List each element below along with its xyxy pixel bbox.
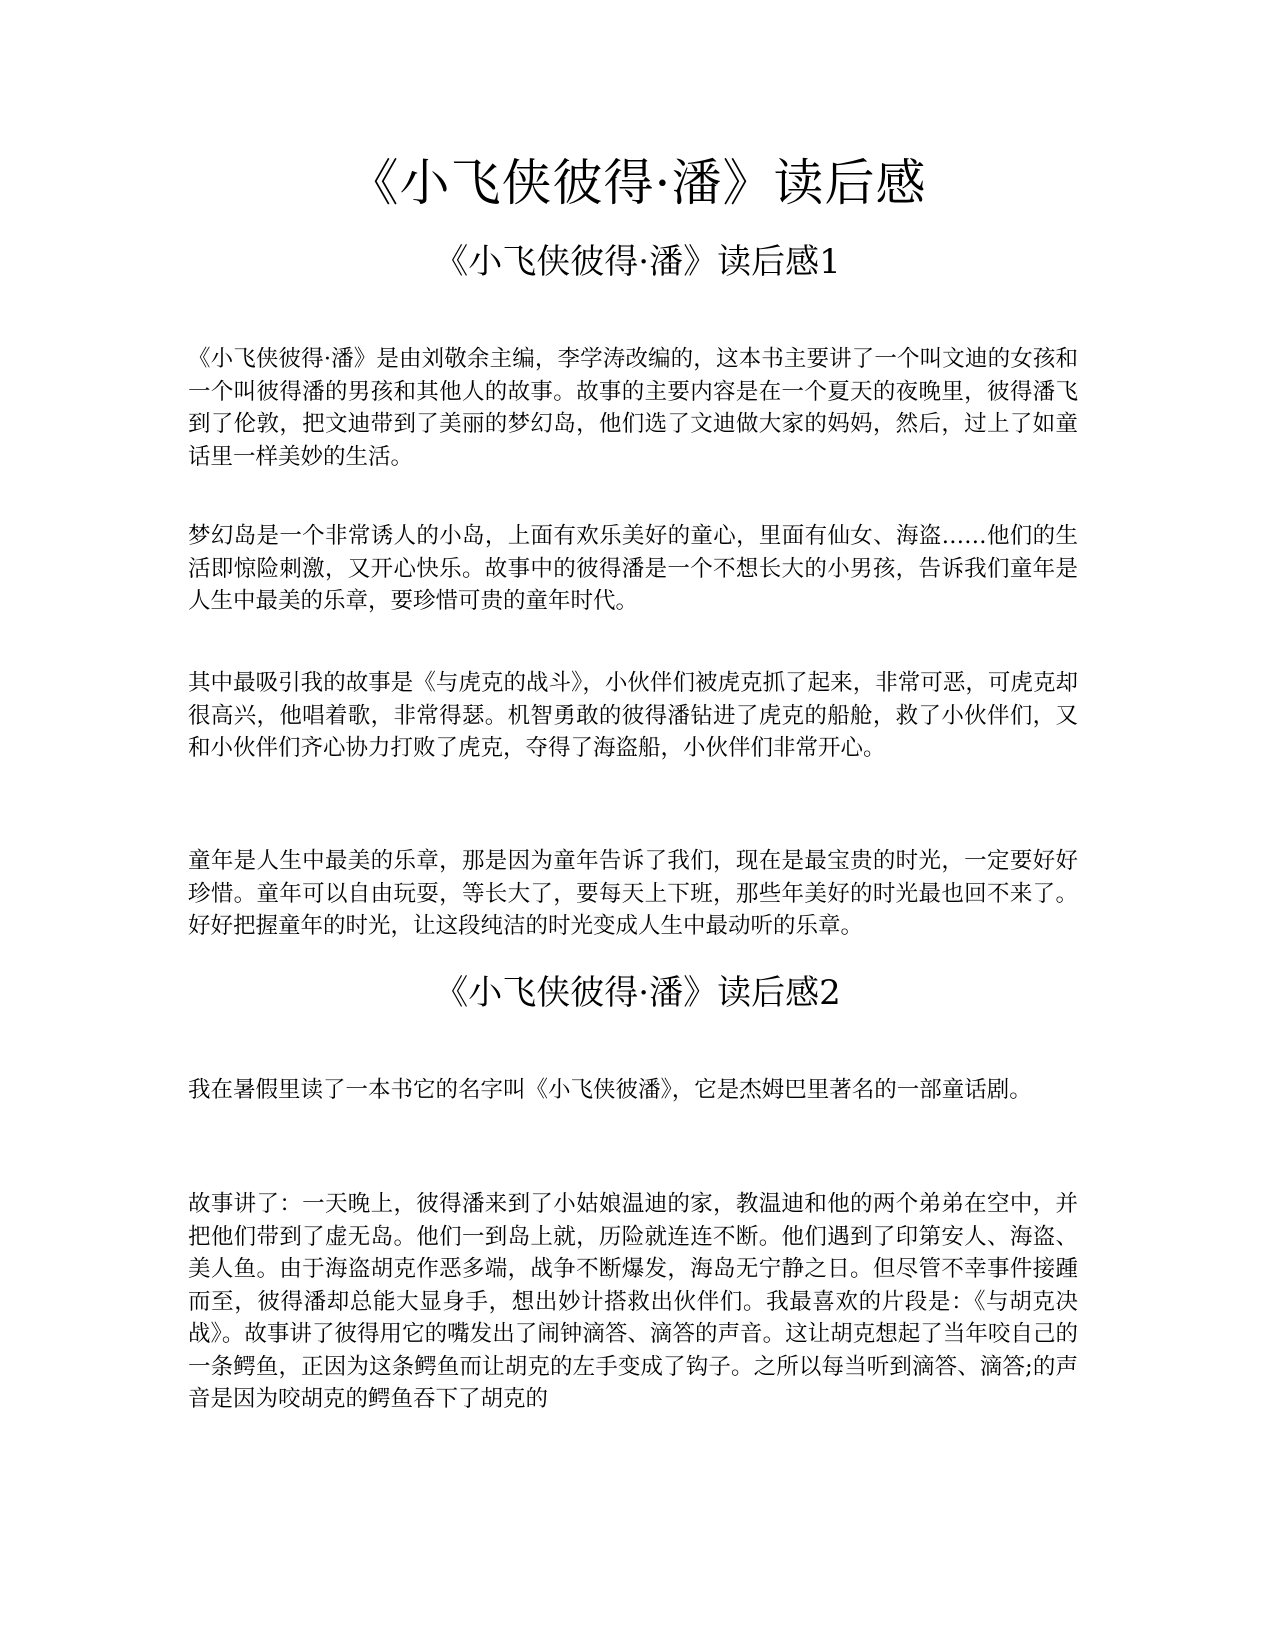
section-1-paragraph-3: 其中最吸引我的故事是《与虎克的战斗》，小伙伴们被虎克抓了起来，非常可恶，可虎克却很高兴，他唱着歌，非常得瑟。机智勇敢的彼得潘钻进了虎克的船舱，救了小伙伴们，又和小伙伴们齐心协力打败了虎克，夺得了海盗船，小伙伴们非常开心。 bbox=[188, 670, 1078, 761]
section-2-paragraph-1: 我在暑假里读了一本书它的名字叫《小飞侠彼潘》，它是杰姆巴里著名的一部童话剧。 bbox=[188, 1077, 1032, 1103]
section-1-paragraph-1: 《小飞侠彼得·潘》是由刘敬余主编，李学涛改编的，这本书主要讲了一个叫文迪的女孩和一个叫彼得潘的男孩和其他人的故事。故事的主要内容是在一个夏天的夜晚里，彼得潘飞到了伦敦，把文迪带到了美丽的梦幻岛，他们选了文迪做大家的妈妈，然后，过上了如童话里一样美妙的生活。 bbox=[188, 346, 1078, 470]
section-2-paragraph-2: 故事讲了：一天晚上，彼得潘来到了小姑娘温迪的家，教温迪和他的两个弟弟在空中，并把他们带到了虚无岛。他们一到岛上就，历险就连连不断。他们遇到了印第安人、海盗、美人鱼。由于海盗胡克作恶多端，战争不断爆发，海岛无宁静之日。但尽管不幸事件接踵而至，彼得潘却总能大显身手，想出妙计搭救出伙伴们。我最喜欢的片段是：《与胡克决战》。故事讲了彼得用它的嘴发出了闹钟滴答、滴答的声音。这让胡克想起了当年咬自己的一条鳄鱼，正因为这条鳄鱼而让胡克的左手变成了钩子。之所以每当听到滴答、滴答;的声音是因为咬胡克的鳄鱼吞下了胡克的 bbox=[188, 1191, 1078, 1412]
section-1-paragraph-2: 梦幻岛是一个非常诱人的小岛，上面有欢乐美好的童心，里面有仙女、海盗……他们的生活即惊险刺激，又开心快乐。故事中的彼得潘是一个不想长大的小男孩，告诉我们童年是人生中最美的乐章，要珍惜可贵的童年时代。 bbox=[188, 523, 1078, 614]
section-2-heading: 《小飞侠彼得·潘》读后感2 bbox=[434, 973, 841, 1013]
section-1-paragraph-4: 童年是人生中最美的乐章，那是因为童年告诉了我们，现在是最宝贵的时光，一定要好好珍惜。童年可以自由玩耍，等长大了，要每天上下班，那些年美好的时光最也回不来了。好好把握童年的时光，让这段纯洁的时光变成人生中最动听的乐章。 bbox=[188, 848, 1078, 939]
document-title: 《小飞侠彼得·潘》读后感 bbox=[348, 154, 927, 212]
section-1-heading: 《小飞侠彼得·潘》读后感1 bbox=[434, 242, 841, 282]
